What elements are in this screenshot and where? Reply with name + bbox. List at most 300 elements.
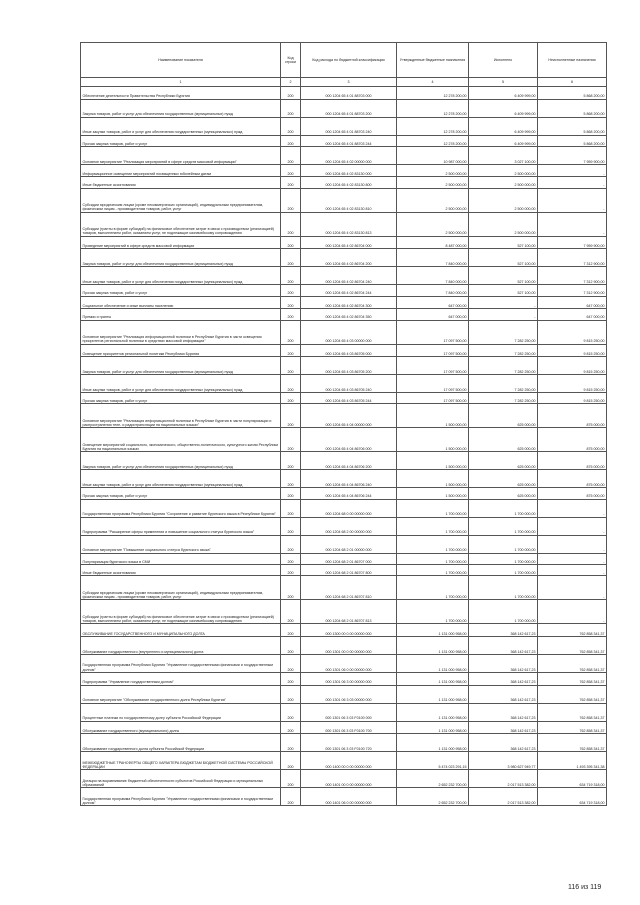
table-row (81, 624, 607, 637)
row-budget-code: 000 1401 00 0 00 00000 000 (301, 770, 397, 788)
row-approved-amount: 1 700 000,00 (397, 535, 469, 553)
row-approved-amount: 1 700 000,00 (397, 576, 469, 600)
row-budget-code: 000 1204 65 4 02 83130 000 (301, 164, 397, 177)
header-unexecuted: Неисполненные назначения (538, 43, 607, 78)
table-row (81, 87, 607, 100)
row-budget-code: 000 1204 68 2 01 86707 813 (301, 600, 397, 624)
table-row (81, 146, 607, 164)
row-unexecuted-amount: 762 858 341,37 (538, 734, 607, 752)
row-executed-amount: 7 282 250,00 (469, 393, 538, 404)
column-number: 6 (538, 78, 607, 87)
row-executed-amount: 368 142 617,23 (469, 672, 538, 685)
table-row (81, 309, 607, 320)
row-line-code: 200 (281, 685, 301, 703)
row-executed-amount: 2 500 000,00 (469, 177, 538, 188)
table-row (81, 576, 607, 600)
row-line-code: 200 (281, 535, 301, 553)
row-executed-amount: 6 409 999,00 (469, 87, 538, 100)
table-row (81, 734, 607, 752)
row-budget-code: 000 1204 65 4 02 86704 000 (301, 236, 397, 249)
row-approved-amount: 17 097 500,00 (397, 375, 469, 393)
row-approved-amount: 10 987 000,00 (397, 146, 469, 164)
table-row (81, 393, 607, 404)
row-indicator-name: Обеспечение деятельности Правительства Республики Бурятия (81, 87, 281, 100)
row-line-code: 200 (281, 452, 301, 470)
row-budget-code: 000 1204 68 2 01 86707 810 (301, 576, 397, 600)
table-row (81, 357, 607, 375)
row-indicator-name: Социальное обеспечение и иные выплаты населению (81, 296, 281, 309)
row-line-code: 200 (281, 320, 301, 344)
row-approved-amount: 17 097 500,00 (397, 344, 469, 357)
table-row (81, 600, 607, 624)
row-line-code: 200 (281, 654, 301, 672)
row-executed-amount: 625 000,00 (469, 470, 538, 488)
table-row (81, 703, 607, 721)
page-number: 116 из 119 (568, 884, 602, 891)
row-indicator-name: Премии и гранты (81, 309, 281, 320)
header-executed: Исполнено (469, 43, 538, 78)
row-unexecuted-amount: 762 858 341,37 (538, 721, 607, 734)
row-unexecuted-amount: 5 868 200,00 (538, 135, 607, 146)
table-row (81, 285, 607, 296)
row-executed-amount: 625 000,00 (469, 488, 538, 499)
row-executed-amount: 1 700 000,00 (469, 600, 538, 624)
row-budget-code: 000 1204 65 4 02 00000 000 (301, 146, 397, 164)
row-approved-amount: 12 278 200,00 (397, 87, 469, 100)
row-budget-code: 000 1204 65 4 03 00000 000 (301, 320, 397, 344)
row-indicator-name: Субсидии (гранты в форме субсидий) на финансовое обеспечение затрат в связи с производством (реализацией) товаров, выполнением работ, оказанием услуг, не подлежащие казначейскому сопровождению (81, 600, 281, 624)
row-budget-code: 000 1204 65 4 03 86705 240 (301, 375, 397, 393)
row-budget-code: 000 1204 65 4 02 86704 200 (301, 249, 397, 267)
row-line-code: 200 (281, 236, 301, 249)
row-unexecuted-amount: - (538, 499, 607, 517)
row-approved-amount: 1 131 000 958,00 (397, 672, 469, 685)
row-unexecuted-amount: 762 858 341,37 (538, 703, 607, 721)
row-budget-code: 000 1400 00 0 00 00000 000 (301, 752, 397, 770)
row-approved-amount: 7 840 000,00 (397, 285, 469, 296)
row-unexecuted-amount: 647 000,00 (538, 296, 607, 309)
row-indicator-name: Государственная программа Республики Бурятия "Управление государственными финансами и государственным долгом" (81, 654, 281, 672)
row-budget-code: 000 1204 68 2 01 00000 000 (301, 535, 397, 553)
row-unexecuted-amount: 762 858 341,37 (538, 654, 607, 672)
row-unexecuted-amount: - (538, 212, 607, 236)
row-unexecuted-amount: 875 000,00 (538, 428, 607, 452)
row-executed-amount: 2 017 513 382,00 (469, 770, 538, 788)
row-budget-code: 000 1204 65 4 02 86704 350 (301, 309, 397, 320)
row-unexecuted-amount: 7 312 900,00 (538, 267, 607, 285)
row-line-code: 200 (281, 309, 301, 320)
row-indicator-name: Субсидии (гранты в форме субсидий) на финансовое обеспечение затрат в связи с производством (реализацией) товаров, выполнением работ, оказанием услуг, не подлежащие казначейскому сопровождению (81, 212, 281, 236)
row-budget-code: 000 1301 06 3 03 F0100 000 (301, 703, 397, 721)
row-line-code: 200 (281, 672, 301, 685)
row-unexecuted-amount: 762 858 341,37 (538, 672, 607, 685)
row-line-code: 200 (281, 87, 301, 100)
row-approved-amount: 1 131 000 958,00 (397, 685, 469, 703)
row-line-code: 200 (281, 164, 301, 177)
row-budget-code: 000 1204 65 4 03 86705 000 (301, 344, 397, 357)
table-row (81, 470, 607, 488)
row-approved-amount: 1 131 000 958,00 (397, 624, 469, 637)
table-row (81, 499, 607, 517)
table-row (81, 249, 607, 267)
row-indicator-name: Иные закупки товаров, работ и услуг для обеспечения государственных (муниципальных) нужд (81, 375, 281, 393)
table-row (81, 770, 607, 788)
row-budget-code: 000 1204 65 4 02 86704 240 (301, 267, 397, 285)
row-executed-amount: 1 700 000,00 (469, 535, 538, 553)
row-indicator-name: Обслуживание государственного долга субъекта Российской Федерации (81, 734, 281, 752)
row-indicator-name: Иные закупки товаров, работ и услуг для обеспечения государственных (муниципальных) нужд (81, 470, 281, 488)
row-unexecuted-amount: - (538, 177, 607, 188)
table-row (81, 177, 607, 188)
header-indicator-name: Наименование показателя (81, 43, 281, 78)
row-budget-code: 000 1301 06 3 00 00000 000 (301, 672, 397, 685)
row-budget-code: 000 1301 06 0 00 00000 000 (301, 654, 397, 672)
row-budget-code: 000 1204 65 4 04 86706 244 (301, 488, 397, 499)
row-indicator-name: Прочая закупка товаров, работ и услуг (81, 488, 281, 499)
row-indicator-name: Основное мероприятие "Повышение социального статуса бурятского языка" (81, 535, 281, 553)
row-approved-amount: 647 000,00 (397, 309, 469, 320)
row-approved-amount: 7 840 000,00 (397, 267, 469, 285)
row-approved-amount: 1 700 000,00 (397, 565, 469, 576)
row-approved-amount: 1 500 000,00 (397, 428, 469, 452)
row-unexecuted-amount: 9 815 250,00 (538, 375, 607, 393)
row-executed-amount: 625 000,00 (469, 452, 538, 470)
table-row (81, 404, 607, 428)
row-budget-code: 000 1204 65 4 02 86704 244 (301, 285, 397, 296)
row-indicator-name: Прочая закупка товаров, работ и услуг (81, 393, 281, 404)
row-budget-code: 000 1204 65 4 03 86705 200 (301, 357, 397, 375)
row-indicator-name: Субсидии юридическим лицам (кроме некоммерческих организаций), индивидуальным предпринимателям, физическим лицам - производителям товаров, работ, услуг (81, 188, 281, 212)
row-unexecuted-amount: 7 312 900,00 (538, 249, 607, 267)
row-indicator-name: Прочая закупка товаров, работ и услуг (81, 135, 281, 146)
row-budget-code: 000 1204 68 2 00 00000 000 (301, 517, 397, 535)
row-indicator-name: Прочая закупка товаров, работ и услуг (81, 285, 281, 296)
table-row (81, 212, 607, 236)
row-budget-code: 000 1204 65 4 04 86706 200 (301, 452, 397, 470)
row-indicator-name: Иные закупки товаров, работ и услуг для обеспечения государственных (муниципальных) нужд (81, 267, 281, 285)
row-approved-amount: 8 487 000,00 (397, 236, 469, 249)
row-executed-amount: 7 282 250,00 (469, 344, 538, 357)
row-indicator-name: Популяризация бурятского языка в СМИ (81, 553, 281, 564)
row-indicator-name: Основное мероприятие "Реализация информационной политики в Республике Бурятия в части популяризации и распространения теле- и радиотрансляции на национальных языках" (81, 404, 281, 428)
row-line-code: 200 (281, 188, 301, 212)
row-budget-code: 000 1204 65 4 03 86705 244 (301, 393, 397, 404)
row-approved-amount: 2 500 000,00 (397, 188, 469, 212)
header-approved: Утвержденные бюджетные назначения (397, 43, 469, 78)
row-budget-code: 000 1204 65 4 01 88703 240 (301, 117, 397, 135)
row-budget-code: 000 1204 65 4 02 83130 800 (301, 177, 397, 188)
row-indicator-name: Подпрограмма "Расширение сферы применения и повышение социального статуса бурятского языка" (81, 517, 281, 535)
row-executed-amount: 3 980 627 949,77 (469, 752, 538, 770)
row-line-code: 200 (281, 600, 301, 624)
table-row (81, 721, 607, 734)
table-row (81, 752, 607, 770)
table-row (81, 685, 607, 703)
row-approved-amount: 2 652 232 700,00 (397, 788, 469, 806)
table-row (81, 517, 607, 535)
row-unexecuted-amount: 9 815 250,00 (538, 393, 607, 404)
row-executed-amount: 7 282 250,00 (469, 375, 538, 393)
row-executed-amount: 368 142 617,23 (469, 685, 538, 703)
table-row (81, 428, 607, 452)
row-executed-amount: 1 700 000,00 (469, 517, 538, 535)
row-unexecuted-amount: 5 868 200,00 (538, 99, 607, 117)
table-row (81, 565, 607, 576)
table-row (81, 117, 607, 135)
row-executed-amount: 368 142 617,23 (469, 734, 538, 752)
row-line-code: 200 (281, 344, 301, 357)
row-unexecuted-amount: - (538, 188, 607, 212)
row-executed-amount: 368 142 617,23 (469, 654, 538, 672)
table-row (81, 99, 607, 117)
row-indicator-name: Иные бюджетные ассигнования (81, 177, 281, 188)
row-executed-amount: 7 282 250,00 (469, 320, 538, 344)
row-unexecuted-amount: 875 000,00 (538, 452, 607, 470)
row-budget-code: 000 1300 00 0 00 00000 000 (301, 624, 397, 637)
row-approved-amount: 2 500 000,00 (397, 177, 469, 188)
row-budget-code: 000 1204 68 2 01 86707 800 (301, 565, 397, 576)
column-number: 5 (469, 78, 538, 87)
row-executed-amount: 625 000,00 (469, 404, 538, 428)
row-indicator-name: Субсидии юридическим лицам (кроме некоммерческих организаций), индивидуальным предпринимателям, физическим лицам - производителям товаров, работ, услуг (81, 576, 281, 600)
row-line-code: 200 (281, 553, 301, 564)
row-unexecuted-amount: 9 815 250,00 (538, 357, 607, 375)
row-indicator-name: Освещение мероприятий социального, экономического, общественно-политического, культурного жизни Республики Бурятия на национальных языках (81, 428, 281, 452)
row-executed-amount: 1 700 000,00 (469, 499, 538, 517)
row-executed-amount: 527 100,00 (469, 267, 538, 285)
row-indicator-name: Иные закупки товаров, работ и услуг для обеспечения государственных (муниципальных) нужд (81, 117, 281, 135)
column-number: 4 (397, 78, 469, 87)
row-executed-amount: 6 409 999,00 (469, 99, 538, 117)
row-line-code: 200 (281, 636, 301, 654)
row-line-code: 200 (281, 770, 301, 788)
row-indicator-name: МЕЖБЮДЖЕТНЫЕ ТРАНСФЕРТЫ ОБЩЕГО ХАРАКТЕРА БЮДЖЕТАМ БЮДЖЕТНОЙ СИСТЕМЫ РОССИЙСКОЙ ФЕДЕРАЦИИ (81, 752, 281, 770)
row-executed-amount: 2 017 513 382,00 (469, 788, 538, 806)
table-row (81, 654, 607, 672)
row-executed-amount: 6 409 999,00 (469, 135, 538, 146)
row-executed-amount: 2 500 000,00 (469, 164, 538, 177)
table-row (81, 188, 607, 212)
row-indicator-name: Закупка товаров, работ и услуг для обеспечения государственных (муниципальных) нужд (81, 99, 281, 117)
row-unexecuted-amount: 875 000,00 (538, 488, 607, 499)
row-indicator-name: Государственная программа Республики Бурятия "Сохранение и развитие бурятского языка в Республике Бурятия" (81, 499, 281, 517)
column-number: 3 (301, 78, 397, 87)
table-row (81, 164, 607, 177)
row-executed-amount: 527 100,00 (469, 285, 538, 296)
row-unexecuted-amount: 7 312 900,00 (538, 285, 607, 296)
row-unexecuted-amount: 762 858 341,37 (538, 624, 607, 637)
row-line-code: 200 (281, 285, 301, 296)
row-unexecuted-amount: - (538, 600, 607, 624)
row-budget-code: 000 1204 65 4 01 88703 000 (301, 87, 397, 100)
budget-execution-table (80, 42, 607, 806)
row-unexecuted-amount: 647 000,00 (538, 309, 607, 320)
row-unexecuted-amount: - (538, 565, 607, 576)
row-budget-code: 000 1204 65 4 01 88703 200 (301, 99, 397, 117)
row-approved-amount: 1 131 000 958,00 (397, 734, 469, 752)
row-budget-code: 000 1204 65 4 02 86704 300 (301, 296, 397, 309)
row-budget-code: 000 1204 65 4 04 86706 000 (301, 428, 397, 452)
row-line-code: 200 (281, 576, 301, 600)
row-indicator-name: Обслуживание государственного (внутреннего и муниципального) долга (81, 636, 281, 654)
row-approved-amount: 1 500 000,00 (397, 470, 469, 488)
row-approved-amount: 1 700 000,00 (397, 517, 469, 535)
row-line-code: 200 (281, 752, 301, 770)
row-approved-amount: 1 500 000,00 (397, 404, 469, 428)
row-executed-amount: 625 000,00 (469, 428, 538, 452)
row-unexecuted-amount: - (538, 535, 607, 553)
row-line-code: 200 (281, 177, 301, 188)
row-indicator-name: Обслуживание государственного (муниципального) долга (81, 721, 281, 734)
row-approved-amount: 7 840 000,00 (397, 249, 469, 267)
row-line-code: 200 (281, 517, 301, 535)
row-executed-amount: 3 027 100,00 (469, 146, 538, 164)
row-executed-amount: 1 700 000,00 (469, 565, 538, 576)
row-indicator-name: Подпрограмма "Управление государственным долгом" (81, 672, 281, 685)
row-budget-code: 000 1301 06 3 03 F0100 720 (301, 734, 397, 752)
row-unexecuted-amount: - (538, 164, 607, 177)
row-approved-amount: 2 652 232 700,00 (397, 770, 469, 788)
row-line-code: 200 (281, 470, 301, 488)
row-executed-amount: 2 500 000,00 (469, 188, 538, 212)
row-line-code: 200 (281, 565, 301, 576)
row-unexecuted-amount: 5 868 200,00 (538, 117, 607, 135)
row-line-code: 200 (281, 296, 301, 309)
row-line-code: 200 (281, 212, 301, 236)
row-executed-amount: - (469, 296, 538, 309)
row-approved-amount: 1 500 000,00 (397, 488, 469, 499)
row-line-code: 200 (281, 135, 301, 146)
row-indicator-name: Закупка товаров, работ и услуг для обеспечения государственных (муниципальных) нужд (81, 249, 281, 267)
row-approved-amount: 1 131 000 958,00 (397, 654, 469, 672)
row-line-code: 200 (281, 99, 301, 117)
row-line-code: 200 (281, 146, 301, 164)
table-row (81, 452, 607, 470)
row-indicator-name: Информационное освещение мероприятий посвященных юбилейным датам (81, 164, 281, 177)
row-unexecuted-amount: 634 719 318,00 (538, 788, 607, 806)
row-line-code: 200 (281, 117, 301, 135)
row-approved-amount: 5 474 023 291,15 (397, 752, 469, 770)
row-budget-code: 000 1204 65 4 04 86706 240 (301, 470, 397, 488)
header-budget-code: Код расхода по бюджетной классификации (301, 43, 397, 78)
row-line-code: 200 (281, 734, 301, 752)
row-budget-code: 000 1204 65 4 04 00000 000 (301, 404, 397, 428)
table-row (81, 236, 607, 249)
column-number-row (81, 78, 607, 87)
row-approved-amount: 12 278 200,00 (397, 117, 469, 135)
row-budget-code: 000 1204 65 4 01 88703 244 (301, 135, 397, 146)
row-budget-code: 000 1301 06 3 03 00000 000 (301, 685, 397, 703)
row-unexecuted-amount: 634 719 318,00 (538, 770, 607, 788)
row-approved-amount: 647 000,00 (397, 296, 469, 309)
row-executed-amount: 1 700 000,00 (469, 553, 538, 564)
row-line-code: 200 (281, 428, 301, 452)
row-executed-amount: 1 700 000,00 (469, 576, 538, 600)
row-indicator-name: Проведение мероприятий в сфере средств массовой информации (81, 236, 281, 249)
row-unexecuted-amount: 875 000,00 (538, 404, 607, 428)
row-approved-amount: 2 500 000,00 (397, 212, 469, 236)
row-executed-amount: 6 409 999,00 (469, 117, 538, 135)
table-header-row (81, 43, 607, 78)
row-indicator-name: Государственная программа Республики Бурятия "Управление государственными финансами и государственным долгом" (81, 788, 281, 806)
row-indicator-name: Иные бюджетные ассигнования (81, 565, 281, 576)
row-approved-amount: 1 700 000,00 (397, 499, 469, 517)
row-line-code: 200 (281, 788, 301, 806)
row-line-code: 200 (281, 488, 301, 499)
row-executed-amount: 2 500 000,00 (469, 212, 538, 236)
row-approved-amount: 12 278 200,00 (397, 99, 469, 117)
row-unexecuted-amount: 762 858 341,37 (538, 636, 607, 654)
row-line-code: 200 (281, 721, 301, 734)
table-row (81, 636, 607, 654)
row-line-code: 200 (281, 249, 301, 267)
row-executed-amount: 368 142 617,23 (469, 636, 538, 654)
table-row (81, 535, 607, 553)
row-unexecuted-amount: 5 868 200,00 (538, 87, 607, 100)
row-indicator-name: Закупка товаров, работ и услуг для обеспечения государственных (муниципальных) нужд (81, 452, 281, 470)
row-executed-amount: 368 142 617,23 (469, 703, 538, 721)
row-budget-code: 000 1401 06 0 00 00000 000 (301, 788, 397, 806)
column-number: 1 (81, 78, 281, 87)
report-sheet (80, 42, 606, 806)
row-budget-code: 000 1301 06 3 03 F0100 700 (301, 721, 397, 734)
row-line-code: 200 (281, 703, 301, 721)
row-approved-amount: 1 131 000 958,00 (397, 721, 469, 734)
row-indicator-name: Дотации на выравнивание бюджетной обеспеченности субъектов Российской Федерации и муниципальных образований (81, 770, 281, 788)
row-executed-amount: - (469, 309, 538, 320)
table-row (81, 375, 607, 393)
table-row (81, 788, 607, 806)
row-indicator-name: ОБСЛУЖИВАНИЕ ГОСУДАРСТВЕННОГО И МУНИЦИПАЛЬНОГО ДОЛГА (81, 624, 281, 637)
row-approved-amount: 1 131 000 958,00 (397, 703, 469, 721)
row-line-code: 200 (281, 624, 301, 637)
row-approved-amount: 12 278 200,00 (397, 135, 469, 146)
row-indicator-name: Закупка товаров, работ и услуг для обеспечения государственных (муниципальных) нужд (81, 357, 281, 375)
column-number: 2 (281, 78, 301, 87)
row-executed-amount: 7 282 250,00 (469, 357, 538, 375)
table-row (81, 267, 607, 285)
table-row (81, 320, 607, 344)
row-line-code: 200 (281, 393, 301, 404)
row-executed-amount: 368 142 617,23 (469, 721, 538, 734)
table-row (81, 135, 607, 146)
row-budget-code: 000 1204 68 2 01 86707 000 (301, 553, 397, 564)
row-unexecuted-amount: 9 815 250,00 (538, 344, 607, 357)
table-row (81, 488, 607, 499)
row-line-code: 200 (281, 499, 301, 517)
row-executed-amount: 527 100,00 (469, 236, 538, 249)
row-unexecuted-amount: - (538, 576, 607, 600)
table-body (81, 87, 607, 806)
row-approved-amount: 17 097 500,00 (397, 357, 469, 375)
row-executed-amount: 527 100,00 (469, 249, 538, 267)
row-budget-code: 000 1204 68 0 00 00000 000 (301, 499, 397, 517)
row-line-code: 200 (281, 375, 301, 393)
row-approved-amount: 1 700 000,00 (397, 600, 469, 624)
row-budget-code: 000 1204 65 4 02 83130 813 (301, 212, 397, 236)
table-row (81, 296, 607, 309)
row-approved-amount: 17 097 500,00 (397, 393, 469, 404)
row-line-code: 200 (281, 357, 301, 375)
row-indicator-name: Основное мероприятие "Обслуживание государственного долга Республики Бурятия" (81, 685, 281, 703)
row-indicator-name: Процентные платежи по государственному долгу субъекта Российской Федерации (81, 703, 281, 721)
row-unexecuted-amount: - (538, 517, 607, 535)
row-unexecuted-amount: 7 959 900,00 (538, 236, 607, 249)
row-indicator-name: Основное мероприятие "Реализация мероприятий в сфере средств массовой информации" (81, 146, 281, 164)
row-budget-code: 000 1301 00 0 00 00000 000 (301, 636, 397, 654)
row-line-code: 200 (281, 404, 301, 428)
row-approved-amount: 1 131 000 958,00 (397, 636, 469, 654)
